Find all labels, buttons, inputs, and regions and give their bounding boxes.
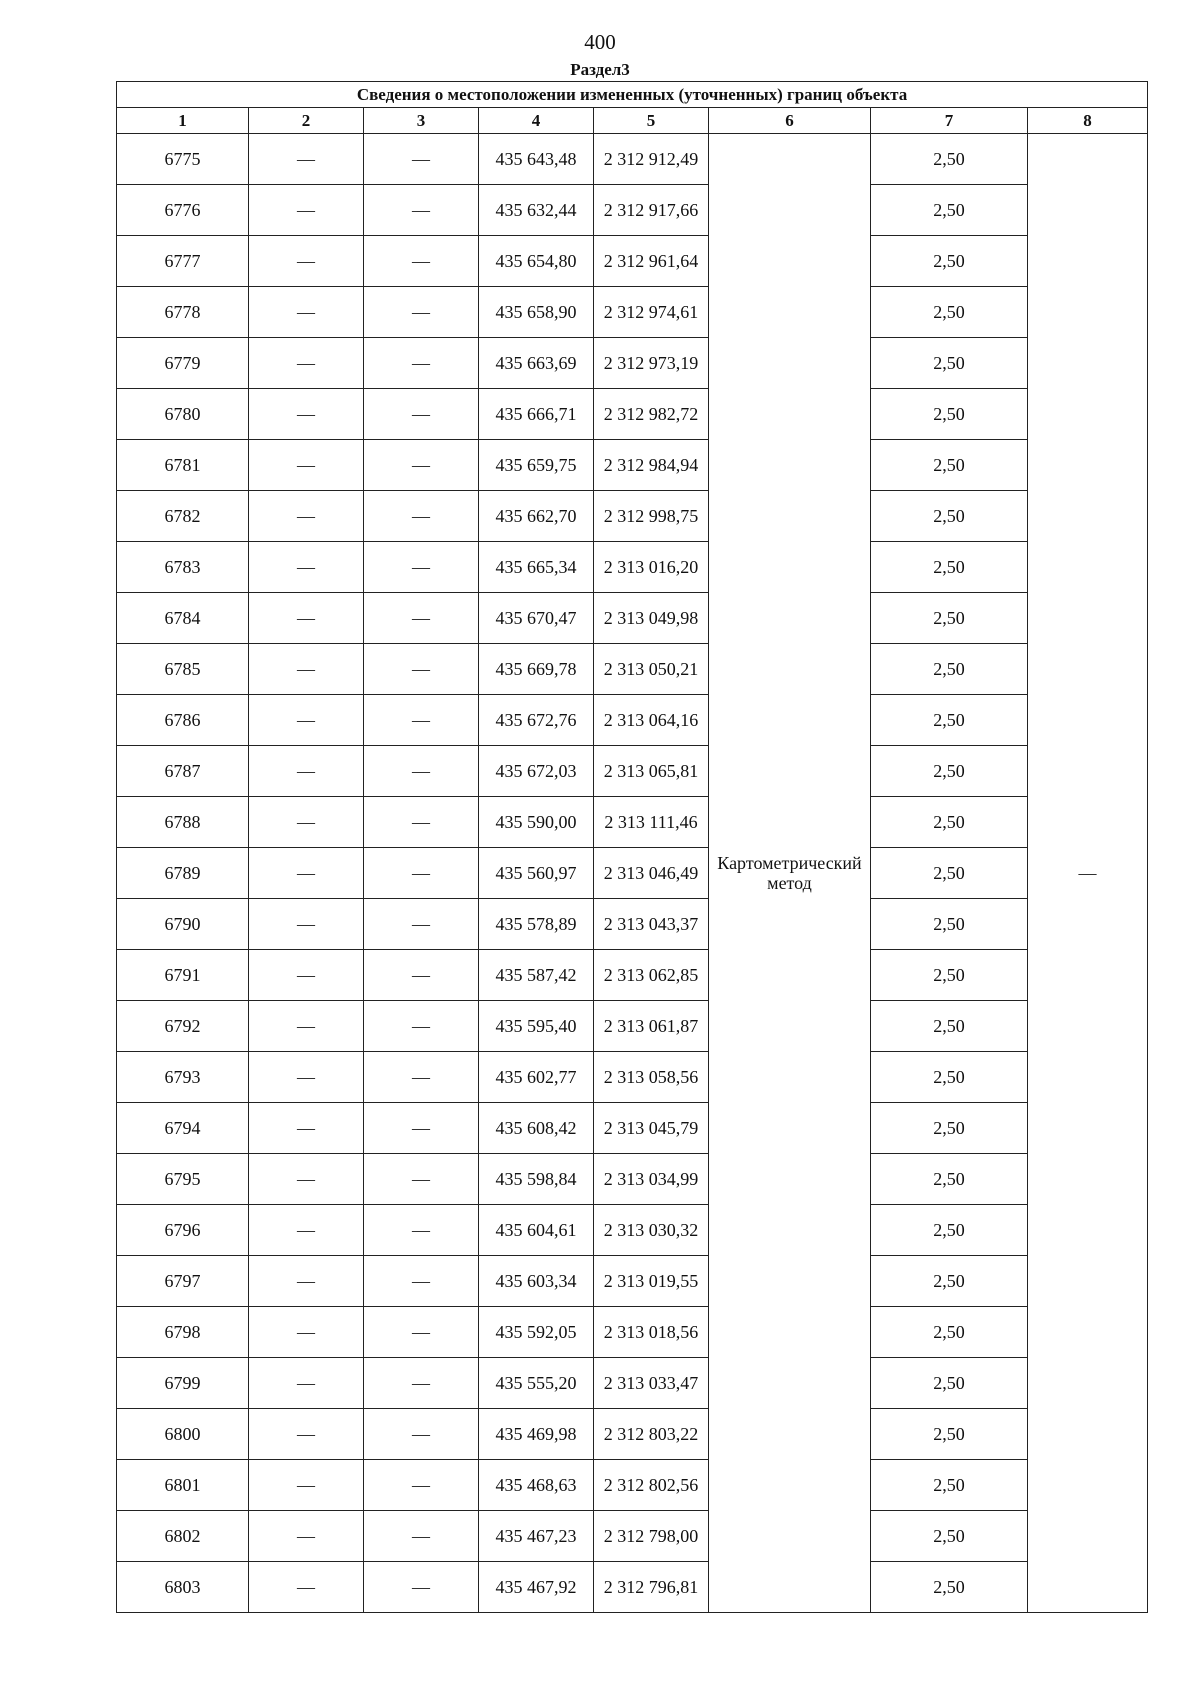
accuracy-cell: 2,50 (871, 848, 1028, 899)
x-coordinate-cell: 435 672,03 (479, 746, 594, 797)
column-2-cell: — (249, 1103, 364, 1154)
point-number-cell: 6780 (117, 389, 249, 440)
x-coordinate-cell: 435 662,70 (479, 491, 594, 542)
accuracy-cell: 2,50 (871, 1052, 1028, 1103)
column-2-cell: — (249, 1409, 364, 1460)
column-2-cell: — (249, 1307, 364, 1358)
point-number-cell: 6789 (117, 848, 249, 899)
column-3-cell: — (364, 185, 479, 236)
column-3-cell: — (364, 950, 479, 1001)
point-number-cell: 6778 (117, 287, 249, 338)
column-number: 2 (249, 108, 364, 134)
accuracy-cell: 2,50 (871, 287, 1028, 338)
table-row (117, 797, 1148, 848)
accuracy-cell: 2,50 (871, 950, 1028, 1001)
table-row (117, 185, 1148, 236)
table-row (117, 338, 1148, 389)
accuracy-cell: 2,50 (871, 1154, 1028, 1205)
point-number-cell: 6801 (117, 1460, 249, 1511)
table-row (117, 1358, 1148, 1409)
x-coordinate-cell: 435 602,77 (479, 1052, 594, 1103)
column-3-cell: — (364, 1001, 479, 1052)
column-3-cell: — (364, 1511, 479, 1562)
column-2-cell: — (249, 1052, 364, 1103)
accuracy-cell: 2,50 (871, 797, 1028, 848)
point-number-cell: 6783 (117, 542, 249, 593)
column-number: 7 (871, 108, 1028, 134)
x-coordinate-cell: 435 670,47 (479, 593, 594, 644)
y-coordinate-cell: 2 313 064,16 (594, 695, 709, 746)
column-2-cell: — (249, 1562, 364, 1613)
column-2-cell: — (249, 899, 364, 950)
y-coordinate-cell: 2 312 998,75 (594, 491, 709, 542)
x-coordinate-cell: 435 666,71 (479, 389, 594, 440)
y-coordinate-cell: 2 313 050,21 (594, 644, 709, 695)
y-coordinate-cell: 2 312 974,61 (594, 287, 709, 338)
y-coordinate-cell: 2 312 917,66 (594, 185, 709, 236)
column-number: 3 (364, 108, 479, 134)
table-row (117, 287, 1148, 338)
column-3-cell: — (364, 134, 479, 185)
table-row (117, 440, 1148, 491)
accuracy-cell: 2,50 (871, 1460, 1028, 1511)
y-coordinate-cell: 2 313 034,99 (594, 1154, 709, 1205)
y-coordinate-cell: 2 312 982,72 (594, 389, 709, 440)
column-2-cell: — (249, 1154, 364, 1205)
y-coordinate-cell: 2 312 961,64 (594, 236, 709, 287)
point-number-cell: 6777 (117, 236, 249, 287)
point-number-cell: 6784 (117, 593, 249, 644)
x-coordinate-cell: 435 468,63 (479, 1460, 594, 1511)
y-coordinate-cell: 2 313 062,85 (594, 950, 709, 1001)
column-3-cell: — (364, 491, 479, 542)
y-coordinate-cell: 2 312 796,81 (594, 1562, 709, 1613)
column-2-cell: — (249, 440, 364, 491)
accuracy-cell: 2,50 (871, 389, 1028, 440)
column-2-cell: — (249, 644, 364, 695)
boundary-coordinates-table (116, 81, 1148, 1613)
accuracy-cell: 2,50 (871, 440, 1028, 491)
table-row (117, 746, 1148, 797)
column-2-cell: — (249, 746, 364, 797)
table-row (117, 1154, 1148, 1205)
table-row (117, 848, 1148, 899)
accuracy-cell: 2,50 (871, 338, 1028, 389)
table-row (117, 1307, 1148, 1358)
point-number-cell: 6776 (117, 185, 249, 236)
x-coordinate-cell: 435 663,69 (479, 338, 594, 389)
table-body (117, 134, 1148, 1613)
point-number-cell: 6791 (117, 950, 249, 1001)
y-coordinate-cell: 2 313 016,20 (594, 542, 709, 593)
column-2-cell: — (249, 1358, 364, 1409)
point-number-cell: 6798 (117, 1307, 249, 1358)
point-number-cell: 6786 (117, 695, 249, 746)
column-2-cell: — (249, 1256, 364, 1307)
column-3-cell: — (364, 746, 479, 797)
y-coordinate-cell: 2 313 030,32 (594, 1205, 709, 1256)
table-row (117, 1256, 1148, 1307)
table-row (117, 1460, 1148, 1511)
accuracy-cell: 2,50 (871, 185, 1028, 236)
column-2-cell: — (249, 593, 364, 644)
column-2-cell: — (249, 848, 364, 899)
table-row (117, 491, 1148, 542)
column-2-cell: — (249, 1460, 364, 1511)
x-coordinate-cell: 435 669,78 (479, 644, 594, 695)
column-2-cell: — (249, 542, 364, 593)
point-number-cell: 6795 (117, 1154, 249, 1205)
column-2-cell: — (249, 185, 364, 236)
column-2-cell: — (249, 797, 364, 848)
x-coordinate-cell: 435 658,90 (479, 287, 594, 338)
point-number-cell: 6803 (117, 1562, 249, 1613)
x-coordinate-cell: 435 604,61 (479, 1205, 594, 1256)
x-coordinate-cell: 435 592,05 (479, 1307, 594, 1358)
x-coordinate-cell: 435 590,00 (479, 797, 594, 848)
y-coordinate-cell: 2 313 019,55 (594, 1256, 709, 1307)
accuracy-cell: 2,50 (871, 236, 1028, 287)
accuracy-cell: 2,50 (871, 1409, 1028, 1460)
accuracy-cell: 2,50 (871, 644, 1028, 695)
column-number: 4 (479, 108, 594, 134)
column-3-cell: — (364, 1307, 479, 1358)
x-coordinate-cell: 435 672,76 (479, 695, 594, 746)
table-row (117, 1562, 1148, 1613)
x-coordinate-cell: 435 665,34 (479, 542, 594, 593)
column-3-cell: — (364, 236, 479, 287)
column-3-cell: — (364, 1154, 479, 1205)
table-row (117, 1103, 1148, 1154)
x-coordinate-cell: 435 467,92 (479, 1562, 594, 1613)
y-coordinate-cell: 2 313 046,49 (594, 848, 709, 899)
point-number-cell: 6792 (117, 1001, 249, 1052)
column-3-cell: — (364, 695, 479, 746)
x-coordinate-cell: 435 560,97 (479, 848, 594, 899)
accuracy-cell: 2,50 (871, 491, 1028, 542)
x-coordinate-cell: 435 578,89 (479, 899, 594, 950)
accuracy-cell: 2,50 (871, 1358, 1028, 1409)
point-number-cell: 6781 (117, 440, 249, 491)
y-coordinate-cell: 2 312 803,22 (594, 1409, 709, 1460)
y-coordinate-cell: 2 312 802,56 (594, 1460, 709, 1511)
column-3-cell: — (364, 899, 479, 950)
column-2-cell: — (249, 338, 364, 389)
point-number-cell: 6785 (117, 644, 249, 695)
point-number-cell: 6787 (117, 746, 249, 797)
x-coordinate-cell: 435 654,80 (479, 236, 594, 287)
y-coordinate-cell: 2 313 065,81 (594, 746, 709, 797)
x-coordinate-cell: 435 587,42 (479, 950, 594, 1001)
accuracy-cell: 2,50 (871, 1562, 1028, 1613)
point-number-cell: 6800 (117, 1409, 249, 1460)
column-3-cell: — (364, 440, 479, 491)
table-row (117, 1205, 1148, 1256)
column-3-cell: — (364, 797, 479, 848)
column-number: 6 (709, 108, 871, 134)
accuracy-cell: 2,50 (871, 593, 1028, 644)
column-3-cell: — (364, 1562, 479, 1613)
point-number-cell: 6775 (117, 134, 249, 185)
column-3-cell: — (364, 542, 479, 593)
column-3-cell: — (364, 338, 479, 389)
x-coordinate-cell: 435 659,75 (479, 440, 594, 491)
accuracy-cell: 2,50 (871, 1511, 1028, 1562)
x-coordinate-cell: 435 632,44 (479, 185, 594, 236)
x-coordinate-cell: 435 469,98 (479, 1409, 594, 1460)
y-coordinate-cell: 2 313 061,87 (594, 1001, 709, 1052)
column-3-cell: — (364, 848, 479, 899)
column-2-cell: — (249, 1511, 364, 1562)
accuracy-cell: 2,50 (871, 899, 1028, 950)
column-number-row (117, 108, 1148, 134)
accuracy-cell: 2,50 (871, 134, 1028, 185)
page-number: 400 (584, 30, 616, 54)
table-row (117, 236, 1148, 287)
column-2-cell: — (249, 287, 364, 338)
point-number-cell: 6779 (117, 338, 249, 389)
point-number-cell: 6782 (117, 491, 249, 542)
table-row (117, 695, 1148, 746)
column-3-cell: — (364, 1103, 479, 1154)
column-2-cell: — (249, 134, 364, 185)
point-number-cell: 6794 (117, 1103, 249, 1154)
y-coordinate-cell: 2 313 058,56 (594, 1052, 709, 1103)
point-number-cell: 6799 (117, 1358, 249, 1409)
table-row (117, 899, 1148, 950)
table-row (117, 1052, 1148, 1103)
y-coordinate-cell: 2 313 043,37 (594, 899, 709, 950)
table-row (117, 593, 1148, 644)
column-3-cell: — (364, 1409, 479, 1460)
point-number-cell: 6797 (117, 1256, 249, 1307)
accuracy-cell: 2,50 (871, 1307, 1028, 1358)
y-coordinate-cell: 2 312 973,19 (594, 338, 709, 389)
column-3-cell: — (364, 287, 479, 338)
x-coordinate-cell: 435 643,48 (479, 134, 594, 185)
x-coordinate-cell: 435 467,23 (479, 1511, 594, 1562)
column-3-cell: — (364, 1460, 479, 1511)
y-coordinate-cell: 2 312 798,00 (594, 1511, 709, 1562)
y-coordinate-cell: 2 313 018,56 (594, 1307, 709, 1358)
column-3-cell: — (364, 1052, 479, 1103)
column-3-cell: — (364, 644, 479, 695)
accuracy-cell: 2,50 (871, 695, 1028, 746)
y-coordinate-cell: 2 313 045,79 (594, 1103, 709, 1154)
column-3-cell: — (364, 593, 479, 644)
column-2-cell: — (249, 1205, 364, 1256)
column-2-cell: — (249, 950, 364, 1001)
y-coordinate-cell: 2 312 984,94 (594, 440, 709, 491)
column-2-cell: — (249, 236, 364, 287)
section-title: Раздел3 (570, 60, 630, 79)
table-row (117, 1511, 1148, 1562)
column-2-cell: — (249, 389, 364, 440)
y-coordinate-cell: 2 313 033,47 (594, 1358, 709, 1409)
column-number: 1 (117, 108, 249, 134)
table-row (117, 542, 1148, 593)
column-2-cell: — (249, 1001, 364, 1052)
table-row (117, 644, 1148, 695)
x-coordinate-cell: 435 595,40 (479, 1001, 594, 1052)
x-coordinate-cell: 435 598,84 (479, 1154, 594, 1205)
method-cell: Картометрический метод (709, 134, 871, 1613)
column-3-cell: — (364, 1256, 479, 1307)
accuracy-cell: 2,50 (871, 1103, 1028, 1154)
accuracy-cell: 2,50 (871, 1256, 1028, 1307)
table-caption: Сведения о местоположении измененных (уточненных) границ объекта (117, 82, 1148, 108)
column-2-cell: — (249, 695, 364, 746)
point-number-cell: 6796 (117, 1205, 249, 1256)
y-coordinate-cell: 2 313 111,46 (594, 797, 709, 848)
table-row (117, 1409, 1148, 1460)
point-number-cell: 6802 (117, 1511, 249, 1562)
table-row (117, 950, 1148, 1001)
x-coordinate-cell: 435 608,42 (479, 1103, 594, 1154)
x-coordinate-cell: 435 603,34 (479, 1256, 594, 1307)
y-coordinate-cell: 2 312 912,49 (594, 134, 709, 185)
accuracy-cell: 2,50 (871, 1001, 1028, 1052)
column-number: 5 (594, 108, 709, 134)
table-row (117, 389, 1148, 440)
x-coordinate-cell: 435 555,20 (479, 1358, 594, 1409)
y-coordinate-cell: 2 313 049,98 (594, 593, 709, 644)
accuracy-cell: 2,50 (871, 542, 1028, 593)
point-number-cell: 6788 (117, 797, 249, 848)
column-2-cell: — (249, 491, 364, 542)
column-3-cell: — (364, 1358, 479, 1409)
table-row (117, 134, 1148, 185)
column-8-cell: — (1028, 134, 1148, 1613)
point-number-cell: 6790 (117, 899, 249, 950)
column-number: 8 (1028, 108, 1148, 134)
column-3-cell: — (364, 1205, 479, 1256)
table-row (117, 1001, 1148, 1052)
accuracy-cell: 2,50 (871, 746, 1028, 797)
column-3-cell: — (364, 389, 479, 440)
accuracy-cell: 2,50 (871, 1205, 1028, 1256)
point-number-cell: 6793 (117, 1052, 249, 1103)
